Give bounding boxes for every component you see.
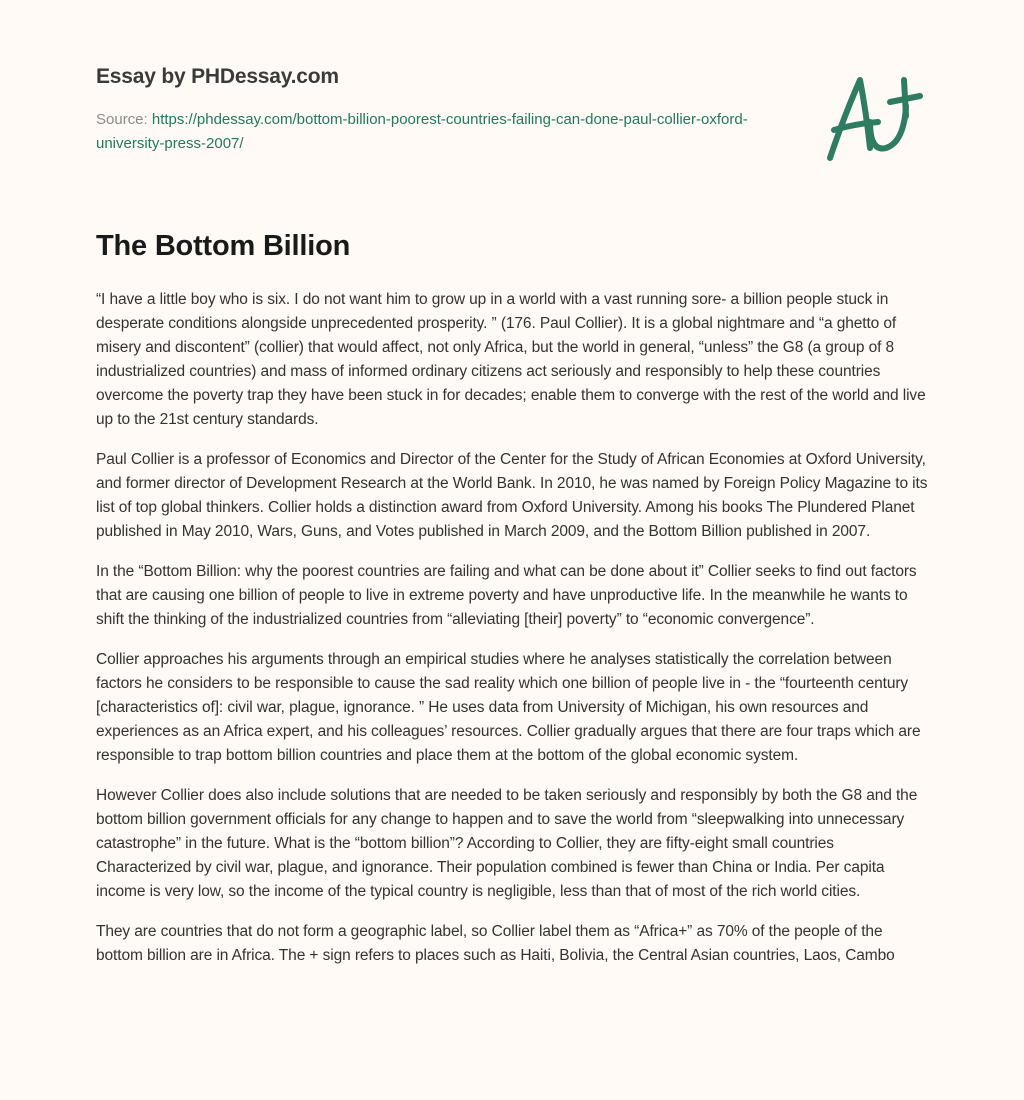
article-title: The Bottom Billion xyxy=(96,230,351,262)
article-paragraph-5: However Collier does also include solutions that are needed to be taken seriously and responsibly by both the G8 and the bottom billion government officials for any change to happen and to save the world from “sleepwalking into unnecessary catastrophe” in the future. What is the “bottom billion”? According to Collier, they are fifty-eight small countries Characterized by civil war, plague, and ignorance. Their population combined is fewer than China or India. Per capita income is very low, so the income of the typical country is negligible, less than that of most of the rich world cities. xyxy=(96,787,918,900)
source-link[interactable]: https://phdessay.com/bottom-billion-poorest-countries-failing-can-done-paul-collier-oxford-university-press-2007/ xyxy=(96,111,748,152)
site-title: Essay by PHDessay.com xyxy=(96,65,339,88)
article-paragraph-3: In the “Bottom Billion: why the poorest countries are failing and what can be done about it” Collier seeks to find out factors that are causing one billion of people to live in extreme poverty and have unproductive life. In the meanwhile he wants to shift the thinking of the industrialized countries from “alleviating [their] poverty” to “economic convergence”. xyxy=(96,563,917,628)
source-line xyxy=(96,108,756,156)
page-header xyxy=(96,62,776,156)
article-paragraph-1: “I have a little boy who is six. I do not want him to grow up in a world with a vast running sore- a billion people stuck in desperate conditions alongside unprecedented prosperity. ” (176. Paul Collier). It is a global nightmare and “a ghetto of misery and discontent” (collier) that would affect, not only Africa, but the world in general, “unless” the G8 (a group of 8 industrialized countries) and mass of informed ordinary citizens act seriously and responsibly to help these countries overcome the poverty trap they have been stuck in for decades; enable them to converge with the rest of the world and live up to the 21st century standards. xyxy=(96,291,926,428)
article-paragraph-4: Collier approaches his arguments through an empirical studies where he analyses statistically the correlation between factors he considers to be responsible to cause the sad reality which one billion of people live in - the “fourteenth century [characteristics of]: civil war, plague, ignorance. ” He uses data from University of Michigan, his own resources and experiences as an Africa expert, and his colleagues’ resources. Collier gradually argues that there are four traps which are responsible to trap bottom billion countries and place them at the bottom of the global economic system. xyxy=(96,651,921,764)
article-paragraph-2: Paul Collier is a professor of Economics and Director of the Center for the Study of African Economies at Oxford University, and former director of Development Research at the World Bank. In 2010, he was named by Foreign Policy Magazine to its list of top global thinkers. Collier holds a distinction award from Oxford University. Among his books The Plundered Planet published in May 2010, Wars, Guns, and Votes published in March 2009, and the Bottom Billion published in 2007. xyxy=(96,451,928,540)
source-label: Source: xyxy=(96,111,152,128)
article xyxy=(96,226,930,984)
article-paragraph-6: They are countries that do not form a geographic label, so Collier label them as “Africa+” as 70% of the people of the bottom billion are in Africa. The + sign refers to places such as Haiti, Bolivia, the Central Asian countries, Laos, Cambo xyxy=(96,923,895,964)
a-plus-grade-icon xyxy=(820,66,930,166)
